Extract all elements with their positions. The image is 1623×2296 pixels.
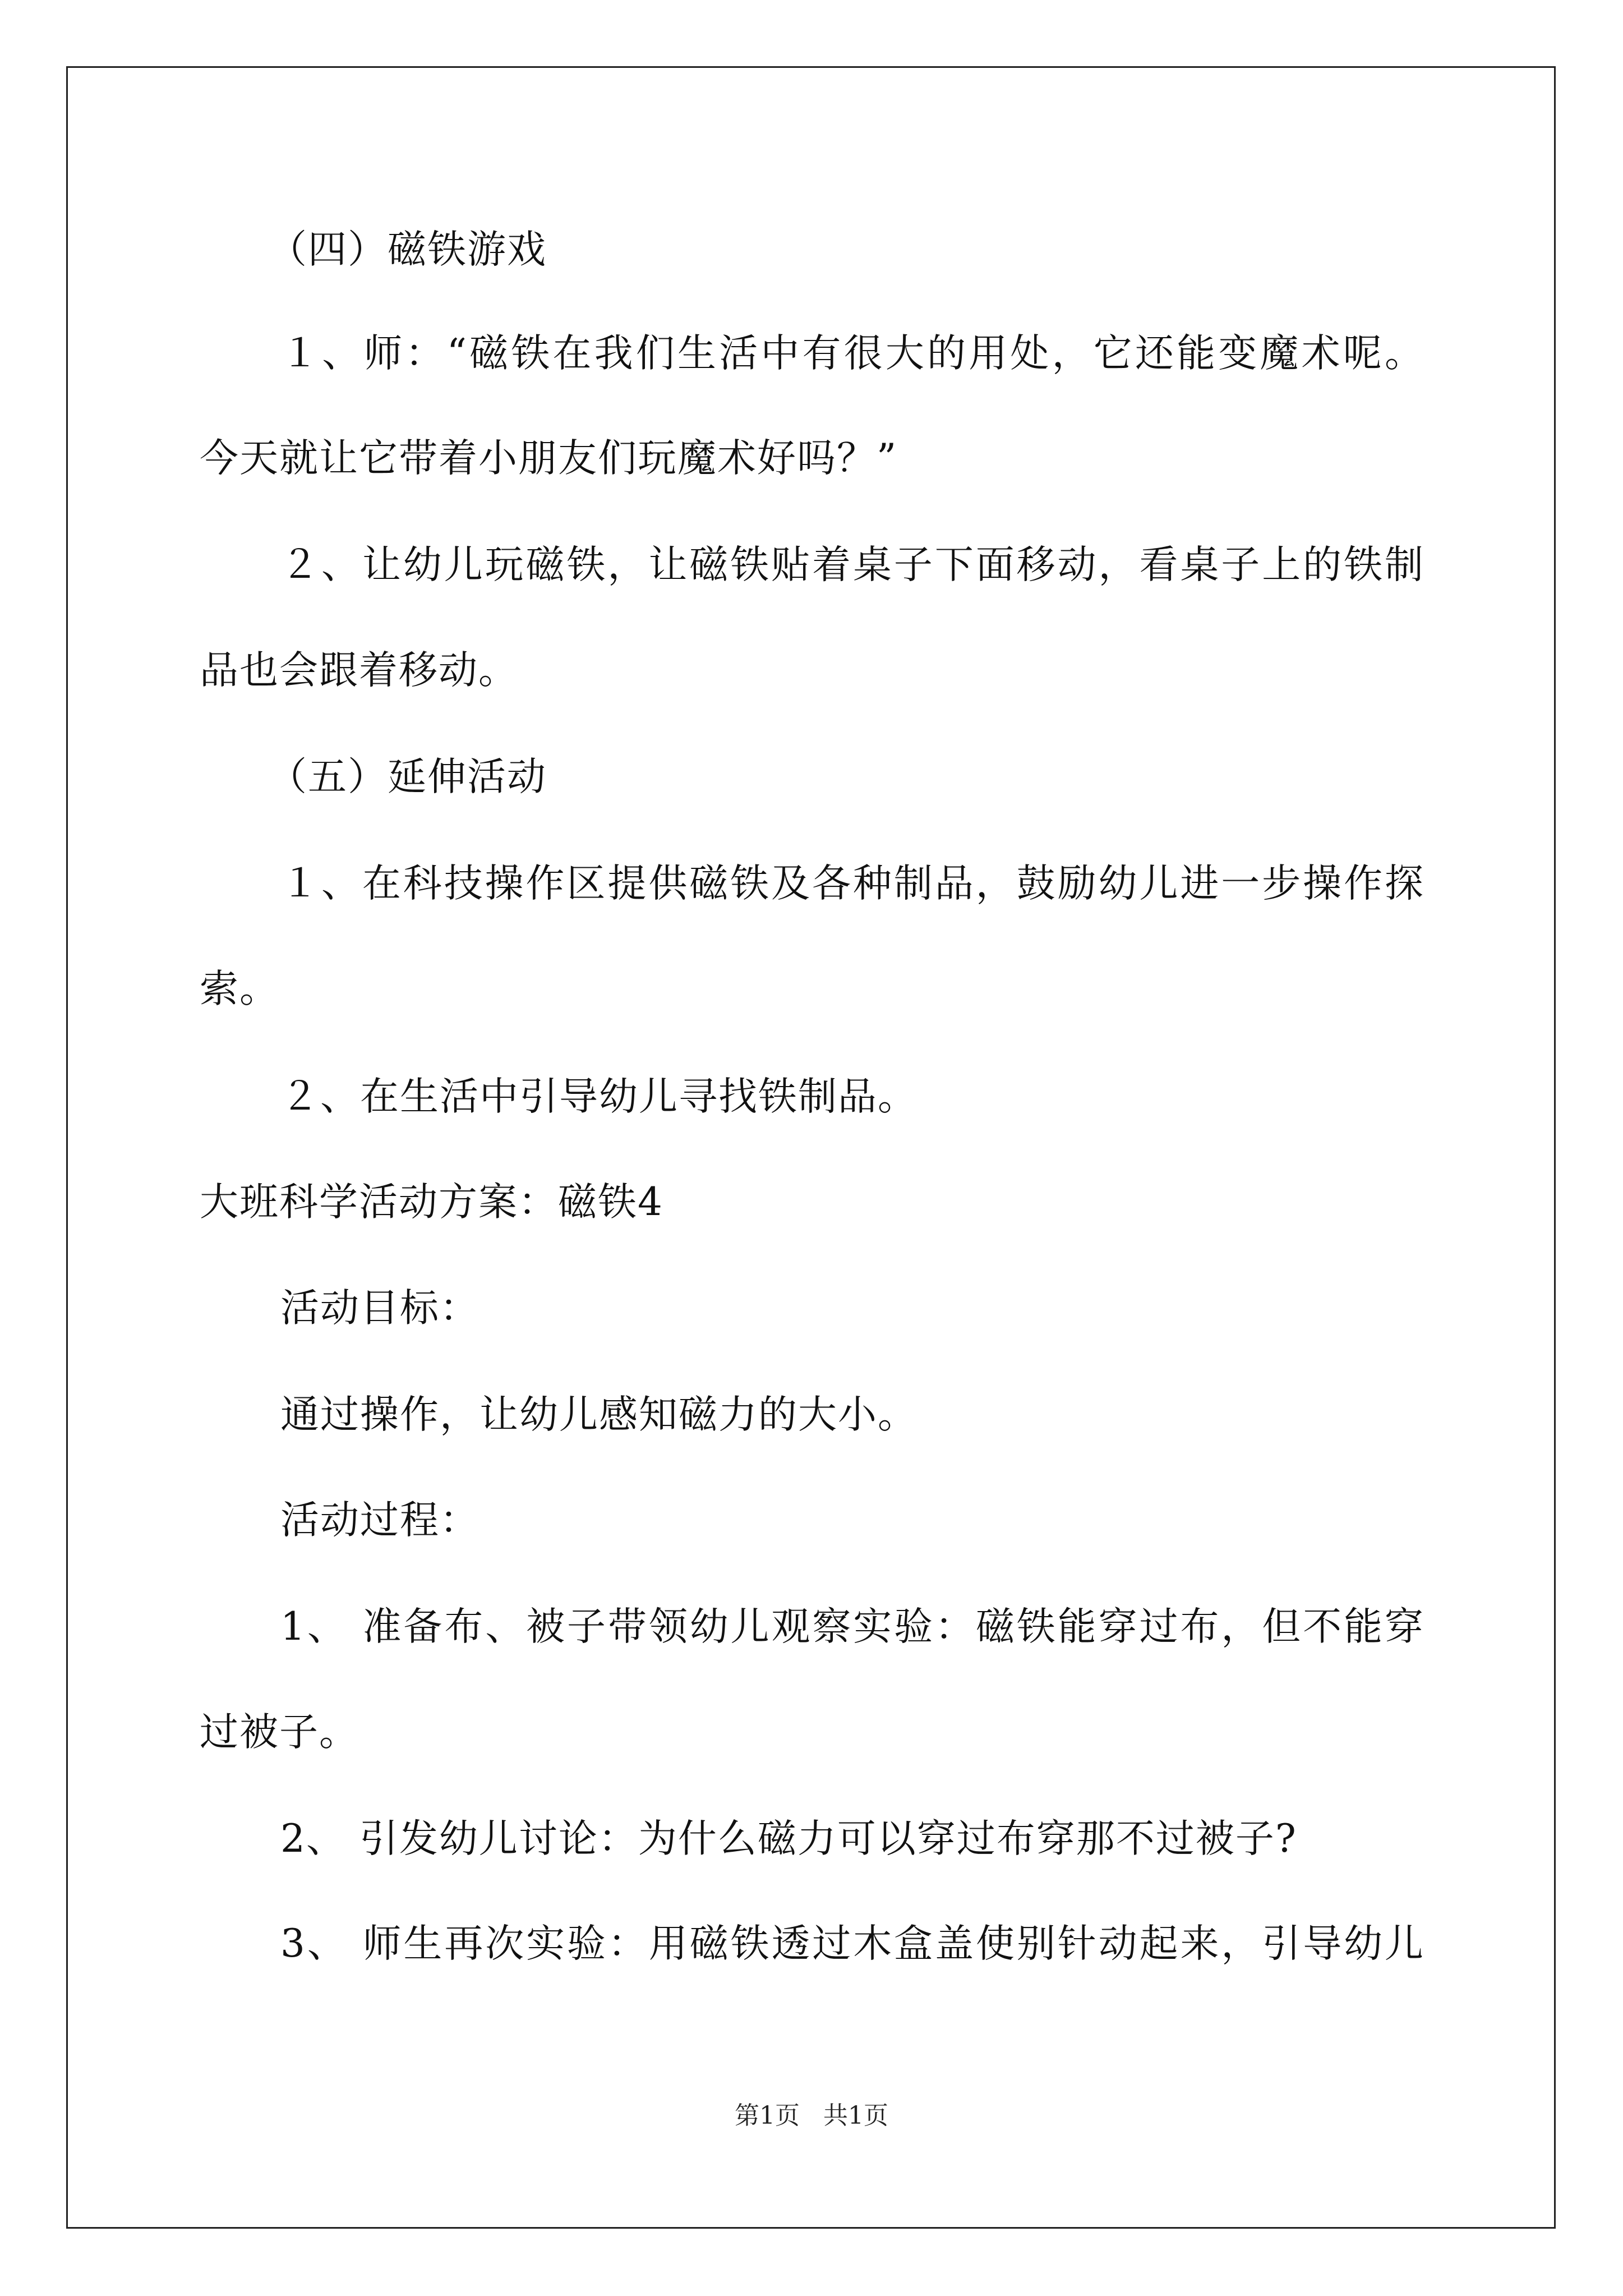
section-heading: （五）延伸活动 <box>268 754 547 799</box>
paragraph-line: １、在科技操作区提供磁铁及各种制品，鼓励幼儿进一步操作探 <box>280 861 1424 906</box>
paragraph-line: 1、 准备布、被子带领幼儿观察实验：磁铁能穿过布，但不能穿 <box>280 1604 1424 1649</box>
subheading: 活动目标： <box>280 1286 479 1331</box>
paragraph-line: 索。 <box>200 967 279 1011</box>
paragraph-line: 品也会跟着移动。 <box>200 648 518 693</box>
paragraph-line: １、师：“磁铁在我们生活中有很大的用处，它还能变魔术呢。 <box>280 331 1424 376</box>
page-border <box>66 66 1556 2229</box>
paragraph-line: 过被子。 <box>200 1710 359 1755</box>
subheading: 活动过程： <box>280 1498 479 1543</box>
paragraph-line: 3、 师生再次实验：用磁铁透过木盒盖使别针动起来，引导幼儿 <box>280 1921 1424 1966</box>
page-footer: 第1页 共1页 <box>735 2101 888 2130</box>
paragraph-line: 通过操作，让幼儿感知磁力的大小。 <box>280 1392 917 1437</box>
document-title: 大班科学活动方案：磁铁4 <box>200 1180 663 1225</box>
paragraph-line: 2、 引发幼儿讨论：为什么磁力可以穿过布穿那不过被子? <box>280 1816 1297 1861</box>
section-heading: （四）磁铁游戏 <box>268 227 547 272</box>
paragraph-line: ２、在生活中引导幼儿寻找铁制品。 <box>280 1074 917 1119</box>
paragraph-line: 今天就让它带着小朋友们玩魔术好吗？” <box>200 436 898 481</box>
paragraph-line: ２、让幼儿玩磁铁，让磁铁贴着桌子下面移动，看桌子上的铁制 <box>280 542 1424 587</box>
